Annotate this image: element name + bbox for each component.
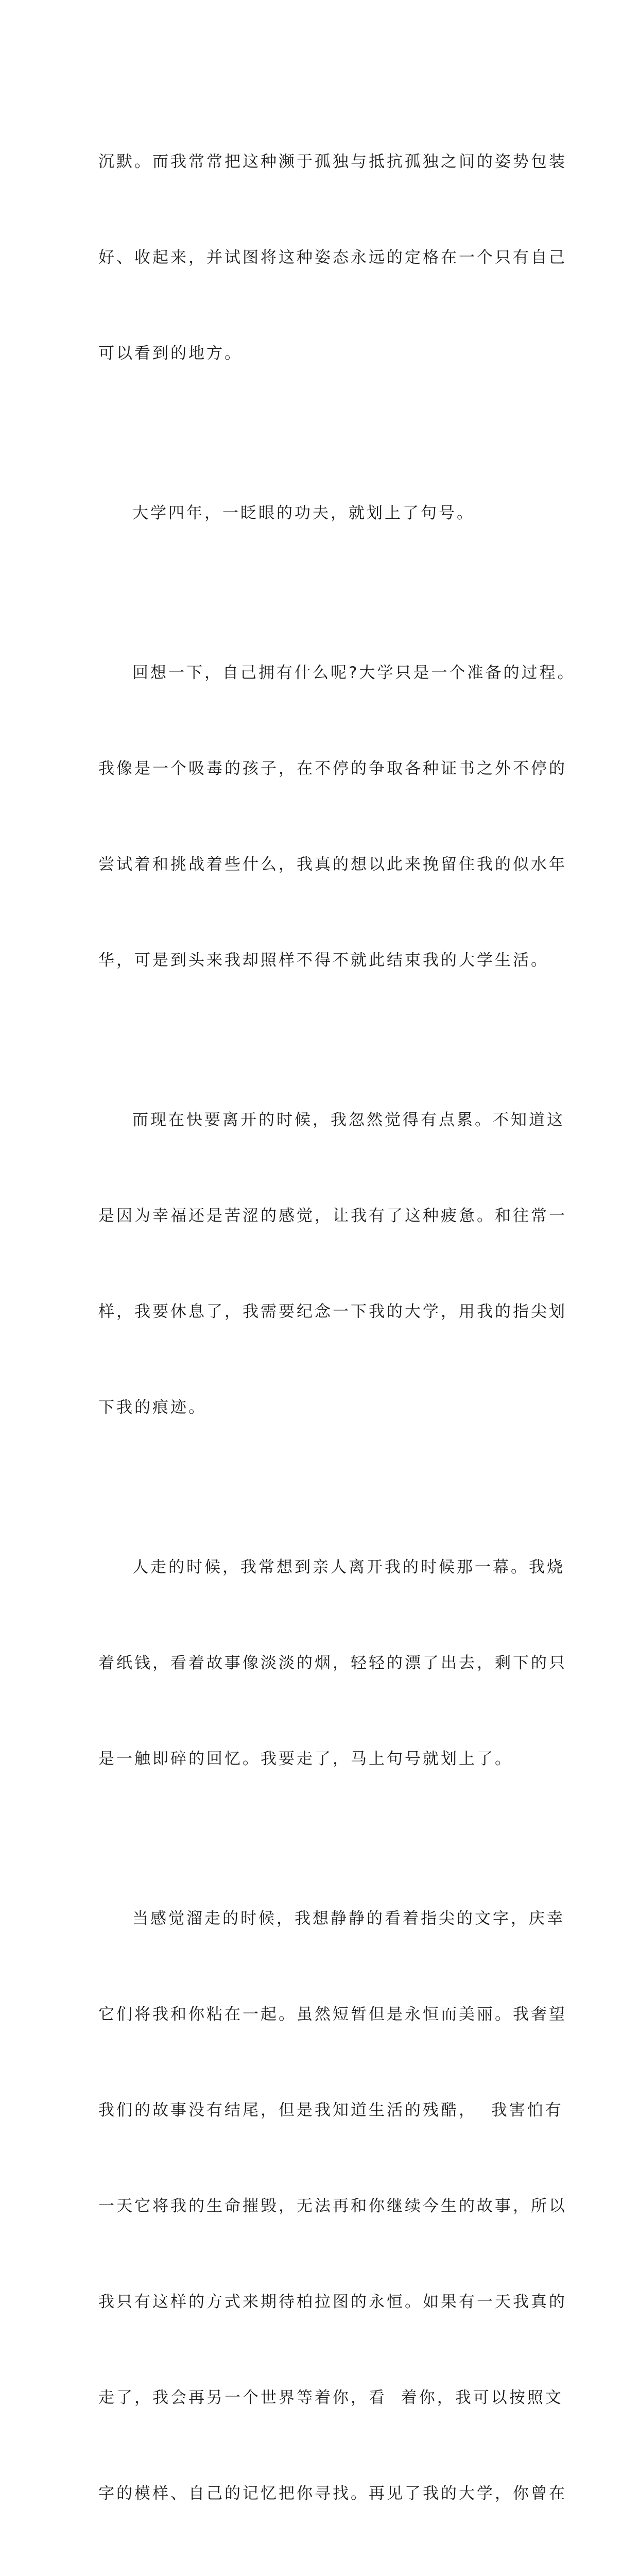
text-line: 我只有这样的方式来期待柏拉图的永恒。如果有一天我真的: [98, 2293, 567, 2311]
paragraph: [98, 82, 567, 433]
text-line: 而现在快要离开的时候，我忽然觉得有点累。不知道这: [132, 1111, 565, 1129]
text-line: 好、收起来，并试图将这种姿态永远的定格在一个只有自己: [98, 248, 567, 267]
text-line: 回想一下，自己拥有什么呢?大学只是一个准备的过程。: [132, 664, 576, 682]
text-line: 是因为幸福还是苦涩的感觉，让我有了这种疲惫。和往常一: [98, 1207, 567, 1225]
paragraph: [98, 1487, 567, 1839]
text-line: [98, 2573, 551, 2576]
text-line: 样，我要休息了，我需要纪念一下我的大学，用我的指尖划: [98, 1302, 567, 1321]
text-line: 它们将我和你粘在一起。虽然短暂但是永恒而美丽。我奢望: [98, 2005, 567, 2024]
text-line: 下我的痕迹。: [98, 1398, 206, 1417]
text-line: 人走的时候，我常想到亲人离开我的时候那一幕。我烧: [132, 1558, 565, 1577]
text-line: 可以看到的地方。: [98, 344, 243, 363]
text-line: 当感觉溜走的时候，我想静静的看着指尖的文字，庆幸: [132, 1909, 565, 1928]
paragraph: [98, 1040, 567, 1487]
text-line: 走了，我会再另一个世界等着你，看 着你，我可以按照文: [98, 2388, 563, 2407]
text-line: 一天它将我的生命摧毁，无法再和你继续今生的故事，所以: [98, 2197, 567, 2215]
text-line: 大学四年，一眨眼的功夫，就划上了句号。: [132, 504, 475, 522]
text-line: 尝试着和挑战着些什么，我真的想以此来挽留住我的似水年: [98, 855, 567, 874]
paragraph: [98, 433, 551, 593]
paragraph: [98, 1839, 567, 2576]
paragraph: [98, 593, 576, 1040]
text-line: 是一触即碎的回忆。我要走了，马上句号就划上了。: [98, 1750, 513, 1768]
document-body: [98, 82, 576, 2576]
text-line: 华，可是到头来我却照样不得不就此结束我的大学生活。: [98, 951, 549, 970]
text-line: 我像是一个吸毒的孩子，在不停的争取各种证书之外不停的: [98, 759, 567, 778]
text-line: 着纸钱，看着故事像淡淡的烟，轻轻的漂了出去，剩下的只: [98, 1654, 567, 1672]
text-line: 字的模样、自己的记忆把你寻找。再见了我的大学，你曾在: [98, 2484, 567, 2503]
text-line: 我们的故事没有结尾，但是我知道生活的残酷， 我害怕有: [98, 2101, 563, 2120]
text-line: 沉默。而我常常把这种濒于孤独与抵抗孤独之间的姿势包装: [98, 152, 567, 171]
